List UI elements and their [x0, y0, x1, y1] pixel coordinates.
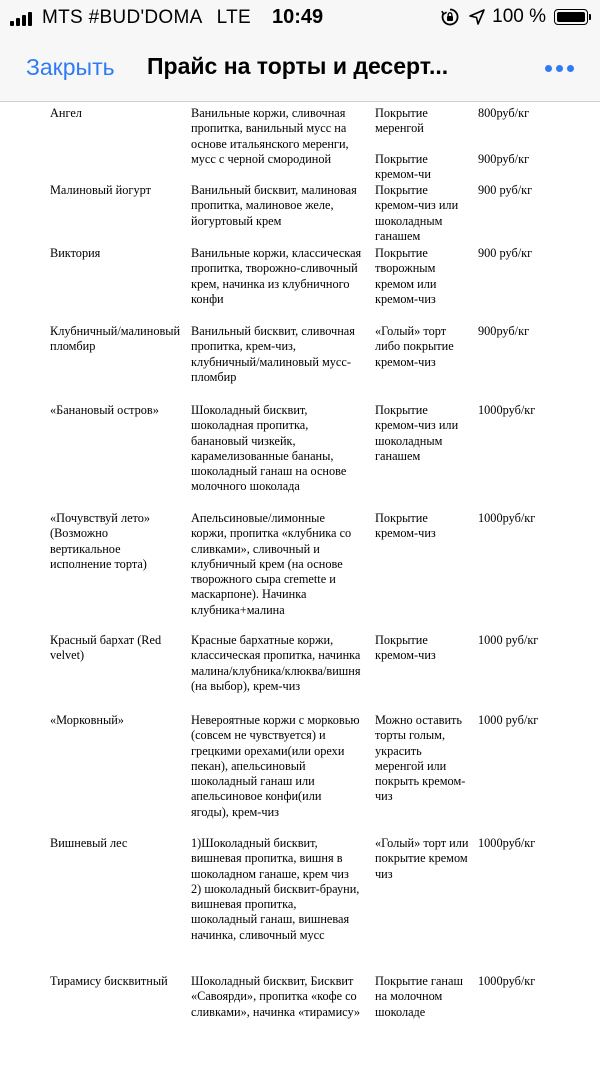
- cake-price: [478, 183, 588, 198]
- cell-line: [375, 137, 477, 152]
- cell-line: [478, 137, 588, 152]
- cake-name: [50, 246, 190, 261]
- cell-line: пломбир: [191, 369, 237, 384]
- cake-coverage: [375, 836, 477, 882]
- cell-line: Клубничный/малиновый: [50, 324, 181, 338]
- cell-line: на молочном: [375, 989, 443, 1004]
- cell-line: 2) шоколадный бисквит-брауни,: [191, 881, 360, 896]
- cell-line: ганашем: [375, 228, 421, 243]
- cake-name: [50, 974, 190, 989]
- cell-line: торты голым,: [375, 728, 446, 743]
- cake-description: [191, 246, 375, 307]
- cell-line: Покрытие ганаш: [375, 974, 463, 988]
- cell-line: кремом-чиз или: [375, 418, 459, 433]
- cell-line: 1000 руб/кг: [478, 713, 539, 727]
- cell-line: клубничный/малиновый мусс-: [191, 354, 351, 369]
- cell-line: Ванильный бисквит, сливочная: [191, 324, 355, 338]
- cell-line: 900руб/кг: [478, 324, 530, 338]
- cell-line: (совсем не чувствуется) и: [191, 728, 326, 743]
- cell-line: пропитка, ванильный мусс на: [191, 121, 347, 136]
- cell-line: 1000 руб/кг: [478, 633, 539, 647]
- cell-line: Покрытие: [375, 511, 428, 525]
- cell-line: вертикальное: [50, 541, 121, 556]
- cell-line: Можно оставить: [375, 713, 463, 727]
- cake-coverage: [375, 106, 477, 182]
- cell-line: Покрытие: [375, 183, 428, 197]
- cake-price: [478, 836, 588, 851]
- cake-coverage: [375, 633, 477, 664]
- cell-line: 900руб/кг: [478, 151, 530, 166]
- cell-line: сливками», начинка «тирамису»: [191, 1004, 361, 1019]
- cake-price: [478, 106, 588, 167]
- cell-line: исполнение торта): [50, 556, 147, 571]
- cell-line: Красный бархат (Red: [50, 633, 162, 647]
- cell-line: 1000руб/кг: [478, 836, 536, 850]
- cake-name: [50, 183, 190, 198]
- cell-line: 1)Шоколадный бисквит,: [191, 836, 318, 850]
- cell-line: шоколадная пропитка,: [191, 418, 309, 433]
- cell-line: кремом-чиз: [375, 291, 436, 306]
- cake-coverage: [375, 511, 477, 542]
- cell-line: чиз: [375, 789, 393, 804]
- close-button[interactable]: Закрыть: [26, 54, 115, 80]
- cell-line: чиз: [375, 866, 393, 881]
- cell-line: йогуртовый крем: [191, 213, 282, 228]
- cell-line: Шоколадный бисквит,: [191, 403, 308, 417]
- cell-line: «Савоярди», пропитка «кофе со: [191, 989, 357, 1004]
- cell-line: украсить: [375, 743, 422, 758]
- cake-price: [478, 713, 588, 728]
- cake-name: [50, 836, 190, 851]
- cell-line: маскарпоне). Начинка: [191, 587, 307, 602]
- cake-coverage: [375, 246, 477, 307]
- cell-line: пропитка, малиновое желе,: [191, 198, 334, 213]
- cake-name: [50, 511, 190, 572]
- cake-coverage: [375, 713, 477, 805]
- cake-description: [191, 713, 375, 820]
- cell-line: мусс с черной смородиной: [191, 151, 332, 166]
- cell-line: кремом-чиз или: [375, 198, 459, 213]
- cell-line: Красные бархатные коржи,: [191, 633, 334, 647]
- cell-line: крем, начинка из клубничного: [191, 276, 350, 291]
- cell-line: 1000руб/кг: [478, 974, 536, 988]
- status-left: [10, 7, 251, 29]
- page-title: Прайс на торты и десерт...: [147, 53, 449, 79]
- cell-line: сливками», сливочный и: [191, 541, 320, 556]
- cell-line: Виктория: [50, 246, 101, 260]
- cell-line: 900 руб/кг: [478, 183, 533, 197]
- cell-line: (Возможно: [50, 526, 108, 541]
- cell-line: [478, 121, 588, 136]
- cell-line: Покрытие: [375, 246, 428, 260]
- cake-description: [191, 974, 375, 1020]
- cake-name: [50, 106, 190, 121]
- cell-line: грецкими орехами(или орехи: [191, 743, 345, 758]
- cell-line: velvet): [50, 648, 85, 663]
- cake-description: [191, 106, 375, 167]
- cake-name: [50, 324, 190, 355]
- cake-price: [478, 974, 588, 989]
- cell-line: вишневая пропитка,: [191, 897, 297, 912]
- cell-line: 900 руб/кг: [478, 246, 533, 260]
- cake-name: [50, 403, 190, 418]
- cake-description: [191, 633, 375, 694]
- cell-line: 1000руб/кг: [478, 403, 536, 417]
- cell-line: шоколадный ганаш, вишневая: [191, 912, 350, 927]
- cell-line: пекан), апельсиновый: [191, 758, 306, 773]
- cell-line: Ангел: [50, 106, 82, 120]
- cell-line: кремом-чи: [375, 167, 431, 182]
- cell-line: клубника+малина: [191, 602, 285, 617]
- signal-strength-icon: [10, 10, 34, 26]
- cell-line: шоколаде: [375, 1004, 426, 1019]
- network-type: LTE: [216, 7, 251, 28]
- cake-price: [478, 633, 588, 648]
- cell-line: пропитка, крем-чиз,: [191, 339, 296, 354]
- cell-line: Вишневый лес: [50, 836, 128, 850]
- cell-line: «Голый» торт: [375, 324, 447, 338]
- cake-description: [191, 403, 375, 495]
- cell-line: шоколадный ганаш на основе: [191, 464, 347, 479]
- cell-line: «Банановый остров»: [50, 403, 159, 417]
- cell-line: малина/клубника/клюква/вишня: [191, 663, 361, 678]
- cell-line: кремом-чиз: [375, 354, 436, 369]
- cell-line: Шоколадный бисквит, Бисквит: [191, 974, 354, 988]
- cell-line: меренгой: [375, 121, 424, 136]
- cell-line: Ванильный бисквит, малиновая: [191, 183, 357, 197]
- cake-price: [478, 511, 588, 526]
- cell-line: пропитка, творожно-сливочный: [191, 261, 358, 276]
- cell-line: 800руб/кг: [478, 106, 530, 120]
- cell-line: Покрытие: [375, 403, 428, 417]
- cell-line: карамелизованные бананы,: [191, 448, 334, 463]
- cake-coverage: [375, 403, 477, 464]
- cake-coverage: [375, 324, 477, 370]
- status-right: [440, 6, 588, 28]
- cake-price: [478, 246, 588, 261]
- cell-line: Покрытие: [375, 151, 428, 166]
- cell-line: покрытие кремом: [375, 851, 468, 866]
- cell-line: классическая пропитка, начинка: [191, 648, 361, 663]
- cell-line: Покрытие: [375, 106, 428, 120]
- cell-line: пломбир: [50, 339, 96, 354]
- cake-name: [50, 713, 190, 728]
- carrier-name: MTS #BUD'DOMA: [42, 7, 203, 28]
- location-arrow-icon: [468, 8, 486, 26]
- orientation-lock-icon: [440, 7, 460, 27]
- cell-line: творожным: [375, 261, 436, 276]
- cake-price: [478, 324, 588, 339]
- cell-line: Невероятные коржи с морковью: [191, 713, 360, 727]
- cake-description: [191, 183, 375, 229]
- cell-line: шоколадный ганаш или: [191, 774, 315, 789]
- cake-name: [50, 633, 190, 664]
- cell-line: «Морковный»: [50, 713, 124, 727]
- ellipsis-icon[interactable]: [541, 65, 574, 72]
- cell-line: Тирамису бисквитный: [50, 974, 168, 988]
- cake-price: [478, 403, 588, 418]
- cell-line: вишневая пропитка, вишня в: [191, 851, 343, 866]
- document-viewer[interactable]: [0, 103, 600, 1066]
- cell-line: основе итальянского меренги,: [191, 136, 349, 151]
- cell-line: 1000руб/кг: [478, 511, 536, 525]
- cell-line: «Почувствуй лето»: [50, 511, 151, 525]
- cell-line: покрыть кремом-: [375, 774, 466, 789]
- battery-icon: [554, 9, 588, 25]
- cell-line: Апельсиновые/лимонные: [191, 511, 325, 525]
- status-bar: [0, 0, 600, 36]
- cell-line: шоколадным: [375, 213, 443, 228]
- cell-line: шоколадным: [375, 433, 443, 448]
- cake-coverage: [375, 974, 477, 1020]
- cake-description: [191, 511, 375, 618]
- cell-line: шоколадном ганаше, крем чиз: [191, 866, 349, 881]
- cell-line: Ванильные коржи, классическая: [191, 246, 362, 260]
- cell-line: коржи, пропитка «клубника со: [191, 526, 352, 541]
- cell-line: Малиновый йогурт: [50, 183, 151, 197]
- cell-line: кремом-чиз: [375, 648, 436, 663]
- cell-line: «Голый» торт или: [375, 836, 469, 850]
- cell-line: либо покрытие: [375, 339, 454, 354]
- cake-coverage: [375, 183, 477, 244]
- battery-percent: 100 %: [492, 6, 546, 27]
- cell-line: клубничный крем (на основе: [191, 556, 343, 571]
- cell-line: меренгой или: [375, 758, 447, 773]
- cell-line: творожного сыра cremette и: [191, 572, 336, 587]
- cell-line: апельсиновое конфи(или: [191, 789, 322, 804]
- cell-line: Покрытие: [375, 633, 428, 647]
- cake-description: [191, 836, 375, 943]
- cell-line: начинка, сливочный мусс: [191, 927, 325, 942]
- cell-line: кремом или: [375, 276, 437, 291]
- cell-line: молочного шоколада: [191, 479, 300, 494]
- cell-line: Ванильные коржи, сливочная: [191, 106, 346, 120]
- cell-line: кремом-чиз: [375, 526, 436, 541]
- navigation-bar: [0, 36, 600, 102]
- cell-line: ягоды), крем-чиз: [191, 804, 280, 819]
- cell-line: банановый чизкейк,: [191, 433, 296, 448]
- cell-line: конфи: [191, 291, 224, 306]
- clock: 10:49: [272, 6, 324, 28]
- cake-description: [191, 324, 375, 385]
- cell-line: ганашем: [375, 448, 421, 463]
- cell-line: (на выбор), крем-чиз: [191, 678, 301, 693]
